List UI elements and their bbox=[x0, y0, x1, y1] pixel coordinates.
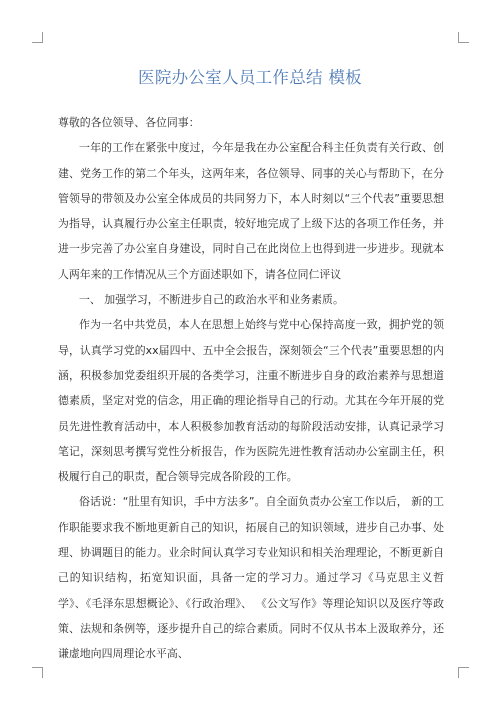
corner-mark-bottom-right bbox=[458, 667, 469, 678]
paragraph-knowledge: 俗话说：“肚里有知识，手中方法多”。自全面负责办公室工作以后， 新的工作职能要求我不断地更新自己的知识，拓展自己的知识领域，进步自己办事、处理、协调题目的能力。业余时间认真学习专业知识和相关治理理论，不断更新自己的知识结构，拓宽知识面，具备一定的学习力。通过学习《马克思主义哲学》、《毛泽东思想概论》、《行政治理》、 《公文写作》等理论知识以及医疗等政策、法规和条例等，逐步提升自己的综合素质。同时不仅从书本上汲取养分，还谦虚地向四周理论水平高、 bbox=[58, 495, 444, 661]
corner-mark-top-left bbox=[32, 32, 43, 43]
corner-mark-top-right bbox=[458, 32, 469, 43]
section-heading-1: 一、 加强学习，不断进步自己的政治水平和业务素质。 bbox=[79, 293, 344, 307]
document-title: 医院办公室人员工作总结 模板 bbox=[138, 68, 362, 87]
paragraph-party-study: 作为一名中共党员，本人在思想上始终与党中心保持高度一致，拥护党的领导，认真学习党的xx届四中、五中全会报告，深刻领会“三个代表”重要思想的内涵，积极参加党委组织开展的各类学习，注重不断进步自身的政治素养与思想道德素质，坚定对党的信念，用正确的理论指导自己的行动。尤其在今年开展的党员先进性教育活动中，本人积极参加教育活动的每阶段活动安排，认真记录学习笔记，深刻思考撰写党性分析报告，作为医院先进性教育活动办公室副主任，积极履行自己的职责，配合领导完成各阶段的工作。 bbox=[58, 318, 444, 484]
document-body bbox=[58, 110, 444, 667]
corner-mark-bottom-left bbox=[32, 667, 43, 678]
salutation: 尊敬的各位领导、各位同事： bbox=[58, 116, 200, 129]
paragraph-intro: 一年的工作在紧张中度过，今年是我在办公室配合科主任负责有关行政、创建、党务工作的第二个年头，这两年来，各位领导、同事的关心与帮助下，在分管领导的带领及办公室全体成员的共同努力下，本人时刻以“三个代表”重要思想为指导，认真履行办公室主任职责，较好地完成了上级下达的各项工作任务，并进一步完善了办公室自身建设，同时自己在此岗位上也得到进一步进步。现就本人两年来的工作情况从三个方面述职如下，请各位同仁评议 bbox=[58, 141, 444, 281]
